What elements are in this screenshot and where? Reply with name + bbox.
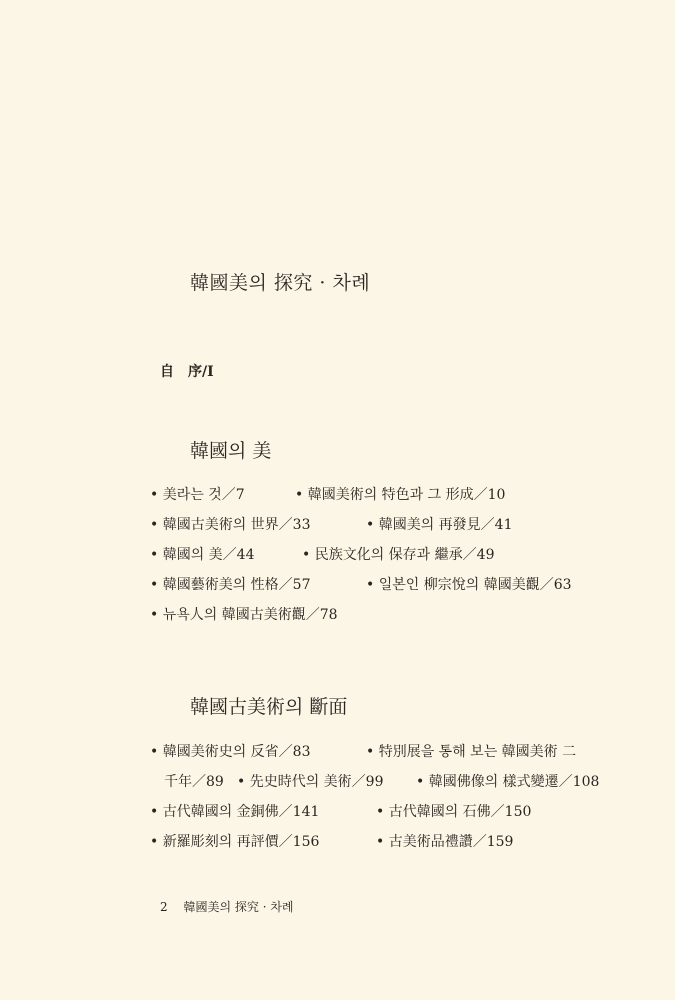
toc-entry: • 韓國美術의 特色과 그 形成／10 (295, 487, 506, 503)
toc-entry: • 韓國의 美／44 (150, 547, 255, 563)
toc-entry: • 新羅彫刻의 再評價／156 (150, 834, 320, 850)
section-heading-korean-beauty: 韓國의 美 (190, 440, 272, 462)
toc-entry: • 民族文化의 保存과 繼承／49 (302, 547, 495, 563)
toc-entry: • 特別展을 통해 보는 韓國美術 二 (366, 744, 577, 760)
toc-entry: • 韓國佛像의 樣式變遷／108 (416, 774, 600, 790)
toc-entry: • 古美術品禮讚／159 (376, 834, 514, 850)
toc-entry: • 韓國藝術美의 性格／57 (150, 577, 311, 593)
toc-entry: • 韓國古美術의 世界／33 (150, 517, 311, 533)
toc-entry: • 韓國美의 再發見／41 (366, 517, 513, 533)
toc-entry: • 古代韓國의 石佛／150 (376, 804, 532, 820)
running-title: 韓國美의 探究 · 차례 (183, 900, 294, 914)
section-heading-ancient-art: 韓國古美術의 斷面 (190, 696, 348, 718)
toc-entry: • 韓國美術史의 反省／83 (150, 744, 311, 760)
toc-entry: • 美라는 것／7 (150, 487, 245, 503)
toc-entry: • 뉴욕人의 韓國古美術觀／78 (150, 607, 338, 623)
toc-entry: • 일본인 柳宗悅의 韓國美觀／63 (366, 577, 572, 593)
page-title: 韓國美의 探究 · 차례 (190, 272, 371, 294)
toc-entry: • 古代韓國의 金銅佛／141 (150, 804, 320, 820)
toc-entry: • 先史時代의 美術／99 (237, 774, 384, 790)
page-number: 2 (160, 900, 168, 914)
toc-entry: 千年／89 (164, 774, 224, 790)
preface-entry: 自 序/I (160, 364, 214, 380)
page-footer (160, 898, 294, 915)
